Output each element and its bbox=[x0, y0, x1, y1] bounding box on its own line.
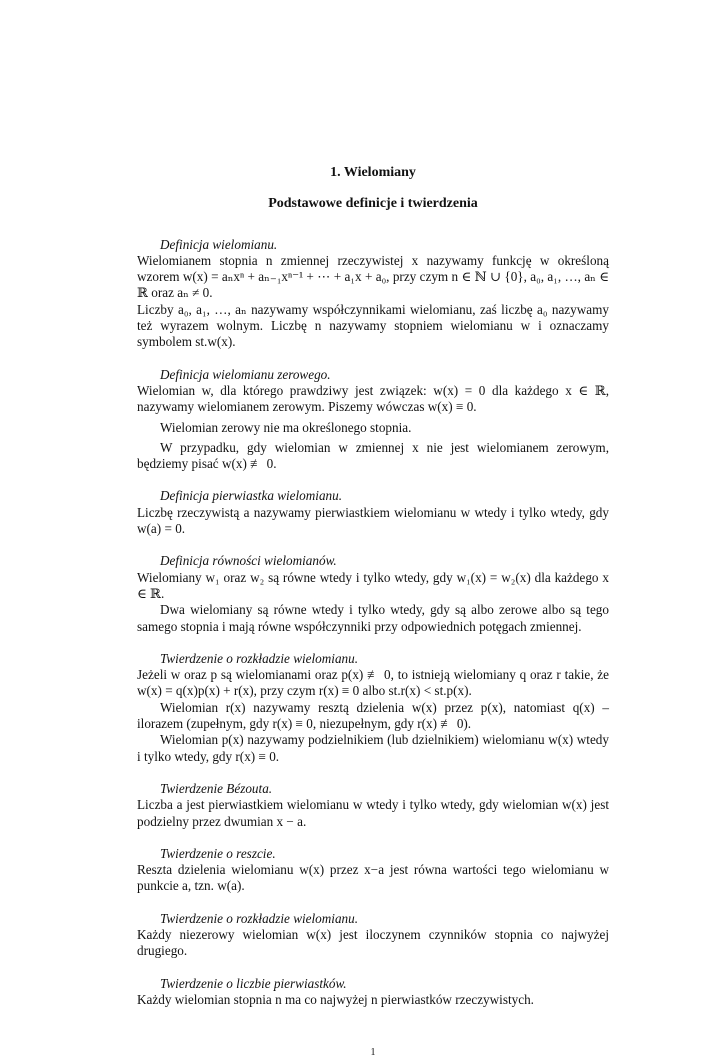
section-heading: Twierdzenie o rozkładzie wielomianu. bbox=[160, 650, 359, 666]
section-heading: Twierdzenie Bézouta. bbox=[160, 780, 273, 796]
paragraph: W przypadku, gdy wielomian w zmiennej x nie jest wielomianem zerowym, będziemy pisać w(x) ≢ 0. bbox=[137, 439, 609, 472]
paragraph: Wielomiany w₁ oraz w₂ są równe wtedy i tylko wtedy, gdy w₁(x) = w₂(x) dla każdego x ∈ ℝ. bbox=[137, 569, 609, 601]
paragraph: Wielomian r(x) nazywamy resztą dzielenia w(x) przez p(x), natomiast q(x) – ilorazem (zupełnym, gdy r(x) ≡ 0, niezupełnym, gdy r(x) ≢ 0). bbox=[137, 699, 609, 732]
paragraph: Jeżeli w oraz p są wielomianami oraz p(x) ≢ 0, to istnieją wielomiany q oraz r takie, że w(x) = q(x)p(x) + r(x), przy czym r(x) ≡ 0 albo st.r(x) < st.p(x). bbox=[137, 667, 609, 699]
page-number: 1 bbox=[370, 1047, 376, 1058]
paragraph: Każdy niezerowy wielomian w(x) jest iloczynem czynników stopnia co najwyżej drugiego. bbox=[137, 926, 609, 959]
definition-root bbox=[137, 488, 609, 537]
section-heading: Definicja wielomianu zerowego. bbox=[160, 366, 331, 382]
paragraph: Reszta dzielenia wielomianu w(x) przez x−a jest równa wartości tego wielomianu w punkcie a, tzn. w(a). bbox=[137, 862, 609, 894]
document-page bbox=[137, 160, 609, 1058]
paragraph: Wielomianem stopnia n zmiennej rzeczywistej x nazywamy funkcję w określoną wzorem w(x) = aₙxⁿ + aₙ₋₁xⁿ⁻¹ + ⋯ + a₁x + a₀, przy czym n ∈ ℕ ∪ {0}, a₀, a₁, …, aₙ ∈ ℝ oraz aₙ ≠ 0. bbox=[137, 252, 609, 301]
section-heading: Definicja pierwiastka wielomianu. bbox=[160, 488, 343, 504]
theorem-bezout bbox=[137, 781, 609, 830]
paragraph: Każdy wielomian stopnia n ma co najwyżej n pierwiastków rzeczywistych. bbox=[137, 991, 534, 1007]
paragraph: Liczby a₀, a₁, …, aₙ nazywamy współczynnikami wielomianu, zaś liczbę a₀ nazywamy też wyrazem wolnym. Liczbę n nazywamy stopniem wielomianu w i oznaczamy symbolem st.w(x). bbox=[137, 301, 609, 350]
section-heading: Twierdzenie o rozkładzie wielomianu. bbox=[160, 910, 359, 926]
section-heading: Twierdzenie o liczbie pierwiastków. bbox=[160, 975, 347, 991]
paragraph: Wielomian w, dla którego prawdziwy jest związek: w(x) = 0 dla każdego x ∈ ℝ, nazywamy wielomianem zerowym. Piszemy wówczas w(x) ≡ 0. bbox=[137, 382, 609, 415]
theorem-factorization bbox=[137, 911, 609, 960]
paragraph: Dwa wielomiany są równe wtedy i tylko wtedy, gdy są albo zerowe albo są tego samego stopnia i mają równe współczynniki przy odpowiednich potęgach zmiennej. bbox=[137, 602, 609, 634]
paragraph: Liczbę rzeczywistą a nazywamy pierwiastkiem wielomianu w wtedy i tylko wtedy, gdy w(a) = 0. bbox=[137, 504, 609, 537]
paragraph: Wielomian p(x) nazywamy podzielnikiem (lub dzielnikiem) wielomianu w(x) wtedy i tylko wtedy, gdy r(x) ≡ 0. bbox=[137, 732, 609, 764]
section-heading: Definicja wielomianu. bbox=[160, 236, 278, 252]
page-subtitle: Podstawowe definicje i twierdzenia bbox=[268, 196, 478, 212]
definition-zero-polynomial bbox=[137, 367, 609, 473]
paragraph: Wielomian zerowy nie ma określonego stopnia. bbox=[160, 419, 412, 435]
paragraph: Liczba a jest pierwiastkiem wielomianu w wtedy i tylko wtedy, gdy wielomian w(x) jest podzielny przez dwumian x − a. bbox=[137, 797, 609, 829]
theorem-number-of-roots bbox=[137, 976, 609, 1009]
theorem-decomposition bbox=[137, 651, 609, 765]
definition-equality bbox=[137, 553, 609, 634]
theorem-remainder bbox=[137, 846, 609, 895]
definition-polynomial bbox=[137, 237, 609, 351]
section-heading: Twierdzenie o reszcie. bbox=[160, 845, 276, 861]
page-title: 1. Wielomiany bbox=[330, 165, 416, 180]
section-heading: Definicja równości wielomianów. bbox=[160, 553, 337, 569]
